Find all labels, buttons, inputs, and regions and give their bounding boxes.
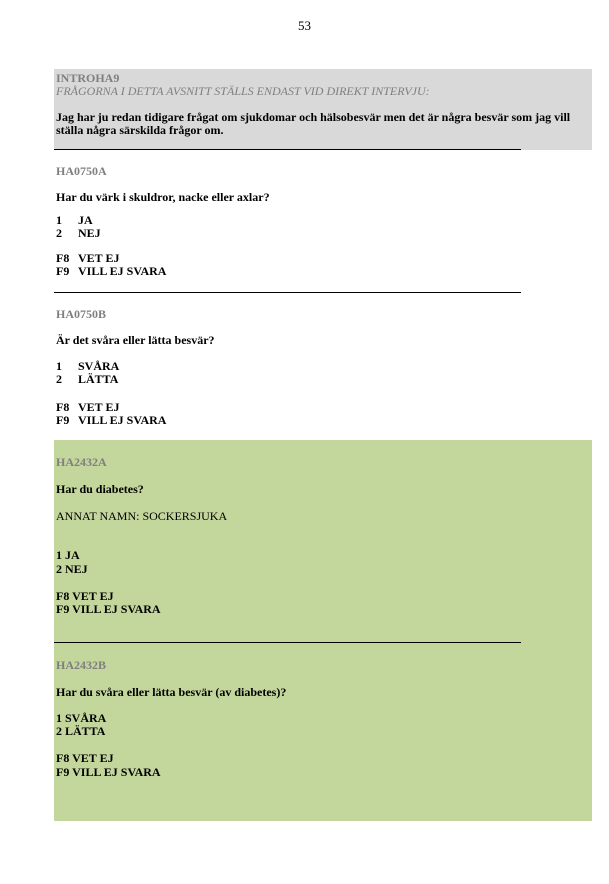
intro-text-line-1: Jag har ju redan tidigare frågat om sjukdomar och hälsobesvär men det är några besvär som jag vill: [56, 110, 571, 124]
ha2432b-option-f9: F9 VILL EJ SVARA: [56, 765, 161, 779]
ha2432b-option-1: 1 SVÅRA: [56, 711, 107, 725]
ha0750b-option-2: 2 LÄTTA: [56, 372, 119, 386]
ha0750b-option-f9: F9 VILL EJ SVARA: [56, 413, 167, 427]
ha2432b-option-f8: F8 VET EJ: [56, 751, 114, 765]
ha0750a-option-2: 2 NEJ: [56, 226, 101, 240]
ha2432a-option-2: 2 NEJ: [56, 562, 88, 576]
ha2432a-note: ANNAT NAMN: SOCKERSJUKA: [56, 509, 228, 523]
ha2432a-question: Har du diabetes?: [56, 482, 144, 496]
section-divider: [54, 642, 521, 643]
ha2432a-code: HA2432A: [56, 455, 107, 469]
ha2432b-question: Har du svåra eller lätta besvär (av diabetes)?: [56, 685, 287, 699]
ha0750a-option-1: 1 JA: [56, 213, 93, 227]
ha2432b-code: HA2432B: [56, 658, 107, 672]
ha0750b-code: HA0750B: [56, 307, 107, 321]
ha2432a-option-f8: F8 VET EJ: [56, 589, 114, 603]
ha2432b-option-2: 2 LÄTTA: [56, 724, 106, 738]
ha0750a-code: HA0750A: [56, 164, 107, 178]
ha0750b-option-f8: F8 VET EJ: [56, 400, 120, 414]
intro-code: INTROHA9: [56, 71, 120, 85]
ha0750b-question: Är det svåra eller lätta besvär?: [56, 333, 215, 347]
ha0750a-option-f9: F9 VILL EJ SVARA: [56, 264, 167, 278]
section-divider: [54, 292, 521, 293]
intro-instruction: FRÅGORNA I DETTA AVSNITT STÄLLS ENDAST VID DIREKT INTERVJU:: [56, 84, 430, 98]
ha2432a-option-1: 1 JA: [56, 548, 80, 562]
page-number: 53: [298, 18, 311, 33]
ha0750a-question: Har du värk i skuldror, nacke eller axlar?: [56, 190, 270, 204]
ha0750b-option-1: 1 SVÅRA: [56, 359, 120, 373]
ha0750a-option-f8: F8 VET EJ: [56, 251, 120, 265]
diabetes-section-background: [54, 440, 592, 821]
ha2432a-option-f9: F9 VILL EJ SVARA: [56, 602, 161, 616]
intro-text-line-2: ställa några särskilda frågor om.: [56, 123, 224, 137]
section-divider: [54, 149, 521, 150]
